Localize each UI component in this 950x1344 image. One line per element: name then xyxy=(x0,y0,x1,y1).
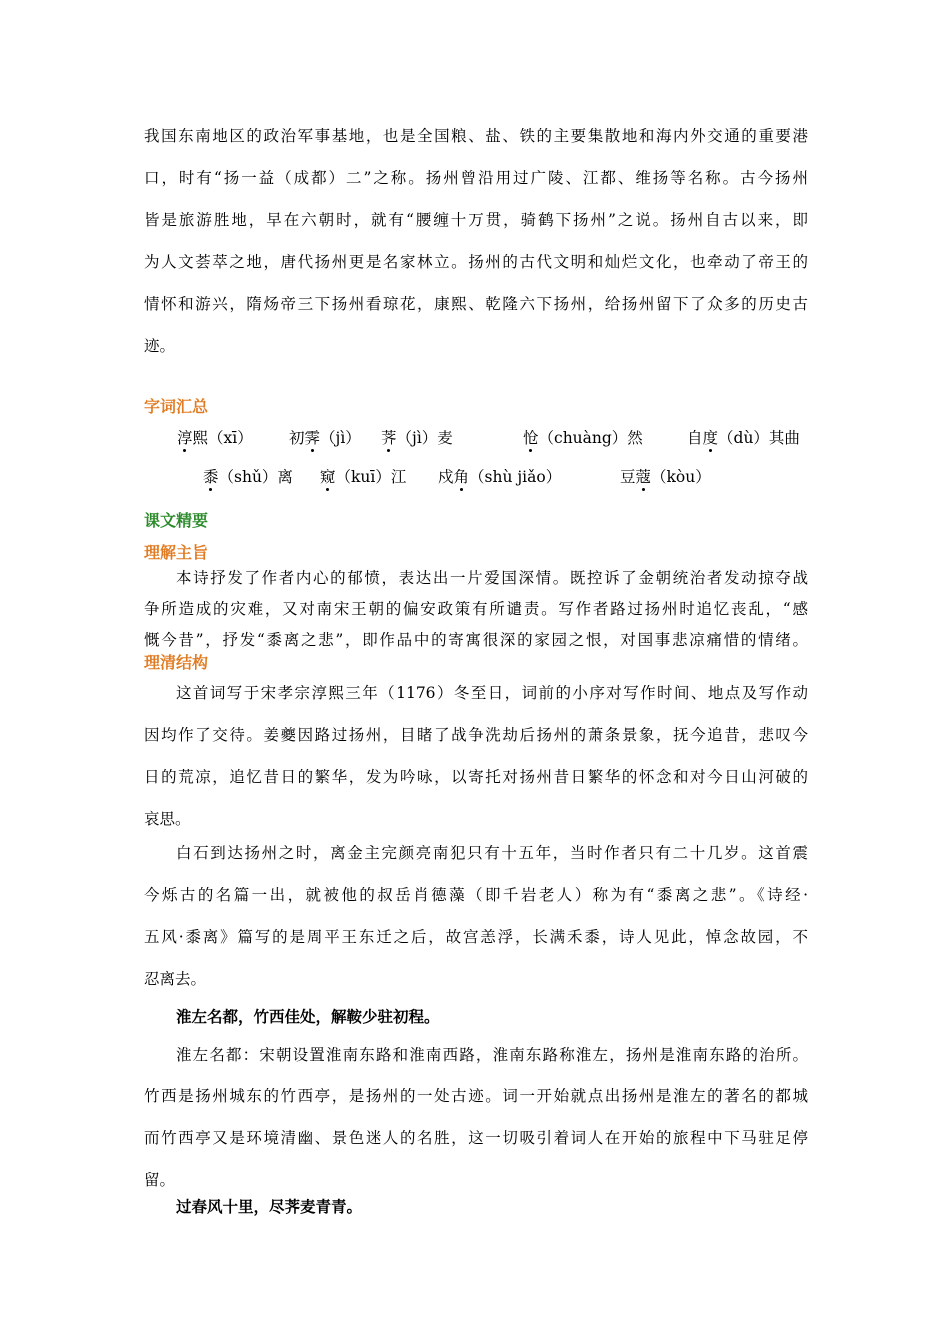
text-line: 皆是旅游胜地，早在六朝时，就有“腰缠十万贯，骑鹤下扬州”之说。扬州自古以来，即 xyxy=(144,211,808,229)
vocab-item: 淳熙（xī） xyxy=(177,426,253,448)
text-line: 今烁古的名篇一出，就被他的叔岳肖德藻（即千岩老人）称为有“黍离之悲”。《诗经· xyxy=(144,886,808,904)
text-line: 本诗抒发了作者内心的郁愤，表达出一片爱国深情。既控诉了金朝统治者发动掠夺战 xyxy=(176,569,808,587)
vocab-item: 豆蔻（kòu） xyxy=(620,465,711,487)
structure-paragraph-2 xyxy=(144,832,808,1000)
text-line: 淮左名都：宋朝设置淮南东路和淮南西路，淮南东路称淮左，扬州是淮南东路的治所。 xyxy=(176,1046,808,1064)
text-line: 忍离去。 xyxy=(144,970,207,988)
text-line: 因均作了交待。姜夔因路过扬州，目睹了战争洗劫后扬州的萧条景象，抚今追昔，悲叹今 xyxy=(144,726,808,744)
text-line: 而竹西亭又是环境清幽、景色迷人的名胜，这一切吸引着词人在开始的旅程中下马驻足停 xyxy=(144,1129,808,1147)
text-line: 为人文荟萃之地，唐代扬州更是名家林立。扬州的古代文明和灿烂文化，也牵动了帝王的 xyxy=(144,253,808,271)
text-line: 五风·黍离》篇写的是周平王东迁之后，故宫恙浮，长满禾黍，诗人见此，悼念故园，不 xyxy=(144,928,808,946)
vocab-item: 自度（dù）其曲 xyxy=(687,426,800,448)
text-line: 口，时有“扬一益（成都）二”之称。扬州曾沿用过广陵、江都、维扬等名称。古今扬州 xyxy=(144,169,808,187)
text-line: 日的荒凉，追忆昔日的繁华，发为吟咏，以寄托对扬州昔日繁华的怀念和对今日山河破的 xyxy=(144,768,808,786)
vocab-item: 怆（chuàng）然 xyxy=(523,426,643,448)
vocab-heading: 字词汇总 xyxy=(144,397,209,416)
theme-heading: 理解主旨 xyxy=(144,543,209,562)
poem-line: 过春风十里，尽荠麦青青。 xyxy=(176,1197,363,1216)
text-line: 慨今昔”，抒发“黍离之悲”，即作品中的寄寓很深的家园之恨，对国事悲凉痛惜的情绪。 xyxy=(144,631,808,649)
vocab-item: 戍角（shù jiǎo） xyxy=(438,465,561,487)
essentials-heading: 课文精要 xyxy=(144,511,209,530)
text-line: 争所造成的灾难，又对南宋王朝的偏安政策有所谴责。写作者路过扬州时追忆丧乱，“感 xyxy=(144,600,808,618)
structure-heading: 理清结构 xyxy=(144,653,209,672)
text-line: 这首词写于宋孝宗淳熙三年（1176）冬至日，词前的小序对写作时间、地点及写作动 xyxy=(176,684,808,702)
text-line: 竹西是扬州城东的竹西亭，是扬州的一处古迹。词一开始就点出扬州是淮左的著名的都城 xyxy=(144,1087,808,1105)
theme-paragraph xyxy=(144,563,808,656)
vocab-item: 窥（kuī）江 xyxy=(320,465,406,487)
intro-paragraph xyxy=(144,115,808,367)
text-line: 我国东南地区的政治军事基地，也是全国粮、盐、铁的主要集散地和海内外交通的重要港 xyxy=(144,127,808,145)
vocab-item: 初霁（jì） xyxy=(289,426,361,448)
text-line: 白石到达扬州之时，离金主完颜亮南犯只有十五年，当时作者只有二十几岁。这首震 xyxy=(176,844,808,862)
text-line: 留。 xyxy=(144,1171,176,1189)
poem-line: 淮左名都，竹西佳处，解鞍少驻初程。 xyxy=(176,1007,440,1026)
explanation-paragraph xyxy=(144,1036,808,1201)
vocab-item: 黍（shǔ）离 xyxy=(203,465,293,487)
vocab-item: 荠（jì）麦 xyxy=(381,426,453,448)
text-line: 哀思。 xyxy=(144,810,191,828)
text-line: 迹。 xyxy=(144,337,176,355)
text-line: 情怀和游兴，隋炀帝三下扬州看琼花，康熙、乾隆六下扬州，给扬州留下了众多的历史古 xyxy=(144,295,808,313)
structure-paragraph-1 xyxy=(144,672,808,840)
